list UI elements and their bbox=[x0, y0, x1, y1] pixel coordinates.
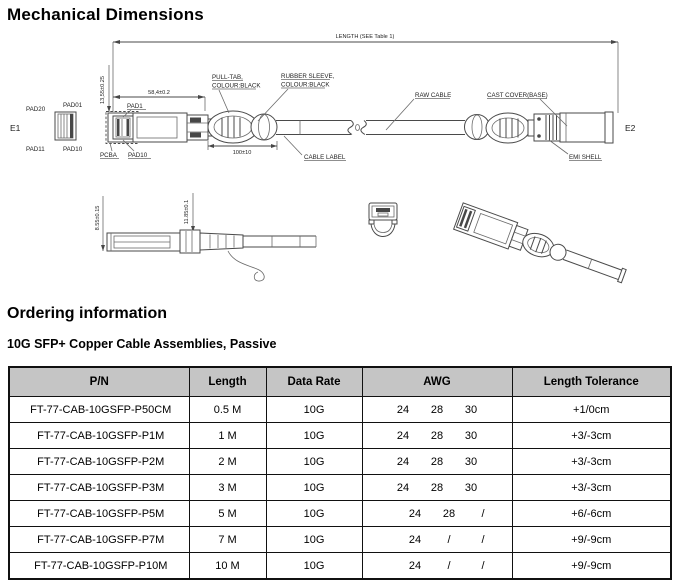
table-row bbox=[9, 449, 671, 475]
table-subtitle: 10G SFP+ Copper Cable Assemblies, Passive bbox=[7, 337, 277, 351]
tolerance-cell: +9/-9cm bbox=[512, 553, 671, 580]
table-row bbox=[9, 423, 671, 449]
data-rate-cell: 10G bbox=[266, 475, 362, 501]
pn-cell: FT-77-CAB-10GSFP-P3M bbox=[9, 475, 189, 501]
length-cell: 7 M bbox=[189, 527, 266, 553]
e1-label: E1 bbox=[10, 123, 21, 133]
data-rate-cell: 10G bbox=[266, 501, 362, 527]
length-cell: 0.5 M bbox=[189, 397, 266, 423]
data-rate-cell: 10G bbox=[266, 449, 362, 475]
table-header-row bbox=[9, 367, 671, 397]
tolerance-cell: +6/-6cm bbox=[512, 501, 671, 527]
length-cell: 3 M bbox=[189, 475, 266, 501]
pad10-corner-label: PAD10 bbox=[63, 146, 83, 153]
rubber-sleeve-label-2: COLOUR:BLACK bbox=[281, 81, 330, 89]
mechanical-drawing bbox=[0, 28, 680, 302]
tolerance-cell: +9/-9cm bbox=[512, 527, 671, 553]
header-awg: AWG bbox=[362, 367, 512, 397]
table-row bbox=[9, 397, 671, 423]
pn-cell: FT-77-CAB-10GSFP-P5M bbox=[9, 501, 189, 527]
tolerance-cell: +1/0cm bbox=[512, 397, 671, 423]
length-cell: 10 M bbox=[189, 553, 266, 580]
tolerance-cell: +3/-3cm bbox=[512, 449, 671, 475]
side-height-dim-label: 8.55±0.15 bbox=[95, 205, 101, 231]
pull-tab-label-2: COLOUR:BLACK bbox=[212, 82, 261, 90]
awg-cell: 24 / / bbox=[362, 553, 512, 580]
awg-cell: 24 28 30 bbox=[362, 423, 512, 449]
awg-cell: 24 28 / bbox=[362, 501, 512, 527]
length-cell: 1 M bbox=[189, 423, 266, 449]
header-length-tolerance: Length Tolerance bbox=[512, 367, 671, 397]
table-row bbox=[9, 527, 671, 553]
emi-shell-label: EMI SHELL bbox=[569, 154, 602, 161]
pad10-label: PAD10 bbox=[128, 152, 148, 159]
pn-cell: FT-77-CAB-10GSFP-P1M bbox=[9, 423, 189, 449]
header-pn: P/N bbox=[9, 367, 189, 397]
pad11-label: PAD11 bbox=[26, 146, 45, 153]
pn-cell: FT-77-CAB-10GSFP-P7M bbox=[9, 527, 189, 553]
page-title: Mechanical Dimensions bbox=[7, 5, 204, 24]
data-rate-cell: 10G bbox=[266, 553, 362, 580]
cable-label-callout bbox=[284, 136, 346, 161]
tolerance-cell: +3/-3cm bbox=[512, 475, 671, 501]
connector-front-view bbox=[369, 203, 397, 237]
rubber-sleeve-left bbox=[251, 114, 277, 140]
body-height-dim-label: 13,55±0.25 bbox=[100, 76, 106, 104]
ordering-table bbox=[8, 366, 672, 580]
data-rate-cell: 10G bbox=[266, 397, 362, 423]
pulltab-length-dimension bbox=[208, 141, 277, 156]
table-row bbox=[9, 553, 671, 580]
data-rate-cell: 10G bbox=[266, 527, 362, 553]
pcba-label: PCBA bbox=[100, 152, 117, 159]
pulltab-dim-label: 100±10 bbox=[232, 150, 252, 156]
length-dim-label: LENGTH (SEE Table 1) bbox=[335, 34, 395, 40]
raw-cable-callout bbox=[386, 92, 451, 130]
raw-cable bbox=[276, 121, 465, 135]
body-height-dimension bbox=[100, 65, 111, 112]
table-row bbox=[9, 475, 671, 501]
tolerance-cell: +3/-3cm bbox=[512, 423, 671, 449]
body-length-dim-label: 58,4±0.2 bbox=[148, 90, 170, 96]
pad01-label: PAD01 bbox=[63, 102, 83, 109]
data-rate-cell: 10G bbox=[266, 423, 362, 449]
awg-cell: 24 / / bbox=[362, 527, 512, 553]
rubber-sleeve-callout bbox=[258, 73, 335, 121]
e1-pad-detail bbox=[10, 102, 83, 153]
awg-cell: 24 28 30 bbox=[362, 475, 512, 501]
table-row bbox=[9, 501, 671, 527]
connector-side-view bbox=[95, 193, 316, 281]
length-cell: 2 M bbox=[189, 449, 266, 475]
raw-cable-label: RAW CABLE bbox=[415, 92, 452, 99]
cable-label-label: CABLE LABEL bbox=[304, 154, 346, 161]
pad1-label: PAD1 bbox=[127, 103, 143, 110]
pn-cell: FT-77-CAB-10GSFP-P10M bbox=[9, 553, 189, 580]
pull-tab-right bbox=[486, 113, 534, 143]
pn-cell: FT-77-CAB-10GSFP-P50CM bbox=[9, 397, 189, 423]
side-height2-dim-label: 11.85±0.1 bbox=[184, 199, 190, 225]
ordering-section-title: Ordering information bbox=[7, 305, 167, 322]
pad20-label: PAD20 bbox=[26, 106, 46, 113]
emi-shell-callout bbox=[549, 140, 602, 161]
connector-isometric-view bbox=[454, 203, 629, 290]
pn-cell: FT-77-CAB-10GSFP-P2M bbox=[9, 449, 189, 475]
cast-cover-label: CAST COVER(BASE) bbox=[487, 92, 548, 99]
awg-cell: 24 28 30 bbox=[362, 397, 512, 423]
e2-label: E2 bbox=[625, 123, 636, 133]
header-data-rate: Data Rate bbox=[266, 367, 362, 397]
pull-tab-label-1: PULL-TAB, bbox=[212, 74, 243, 81]
rubber-sleeve-label-1: RUBBER SLEEVE, bbox=[281, 73, 335, 80]
connector-right bbox=[534, 112, 636, 143]
header-length: Length bbox=[189, 367, 266, 397]
connector-top-view bbox=[100, 103, 208, 159]
pull-tab-callout bbox=[212, 74, 261, 113]
awg-cell: 24 28 30 bbox=[362, 449, 512, 475]
length-cell: 5 M bbox=[189, 501, 266, 527]
